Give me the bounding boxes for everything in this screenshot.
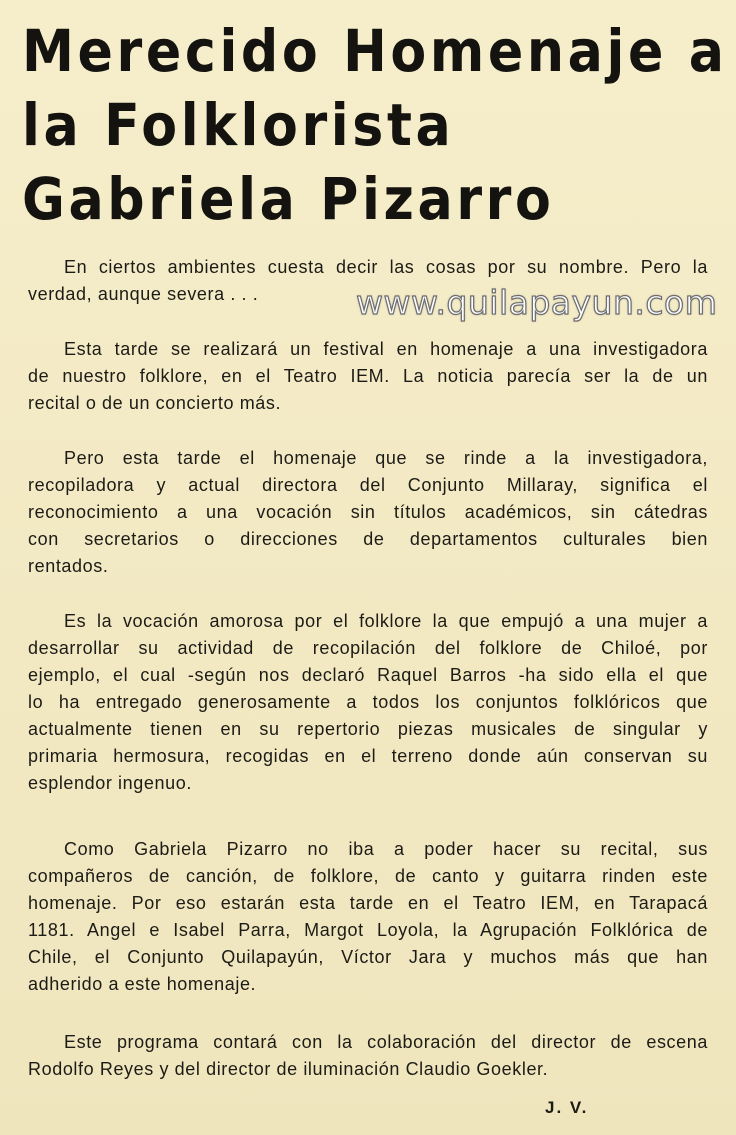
article-paragraph-4 [28,608,708,797]
text-line: lo ha entregado generosamente a todos los conjuntos folklóricos que [28,692,708,712]
text-line: Chile, el Conjunto Quilapayún, Víctor Jara y muchos más que han [28,947,708,967]
text-line: esplendor ingenuo. [28,773,192,793]
text-line: En ciertos ambientes cuesta decir las cosas por su nombre. Pero la [64,257,708,277]
author-signature: J. V. [545,1098,589,1117]
article-paragraph-2 [28,336,708,417]
text-line: adherido a este homenaje. [28,974,257,994]
text-line: desarrollar su actividad de recopilación del folklore de Chiloé, por [28,638,708,658]
text-line: recital o de un concierto más. [28,393,282,413]
headline-line: Gabriela Pizarro [22,165,555,233]
article-paragraph-6 [28,1029,708,1083]
text-line: actualmente tienen en su repertorio piezas musicales de singular y [28,719,708,739]
text-line: 1181. Angel e Isabel Parra, Margot Loyola, la Agrupación Folklórica de [28,920,708,940]
article-headline [22,14,728,236]
text-line: recopiladora y actual directora del Conjunto Millaray, significa el [28,475,708,495]
text-line: con secretarios o direcciones de departamentos culturales bien [28,529,708,549]
text-line: Rodolfo Reyes y del director de iluminación Claudio Goekler. [28,1059,549,1079]
website-watermark: www.quilapayun.com [356,283,718,322]
text-line: Es la vocación amorosa por el folklore la que empujó a una mujer a [64,611,708,631]
headline-line: la Folklorista [22,91,455,159]
text-line: Pero esta tarde el homenaje que se rinde a la investigadora, [64,448,708,468]
article-paragraph-3 [28,445,708,580]
article-paragraph-5 [28,836,708,998]
headline-line: Merecido Homenaje a [22,17,728,85]
text-line: reconocimiento a una vocación sin títulos académicos, sin cátedras [28,502,708,522]
text-line: verdad, aunque severa . . . [28,284,259,304]
text-line: homenaje. Por eso estarán esta tarde en el Teatro IEM, en Tarapacá [28,893,708,913]
text-line: de nuestro folklore, en el Teatro IEM. La noticia parecía ser la de un [28,366,708,386]
text-line: compañeros de canción, de folklore, de canto y guitarra rinden este [28,866,708,886]
text-line: primaria hermosura, recogidas en el terreno donde aún conservan su [28,746,708,766]
text-line: Como Gabriela Pizarro no iba a poder hacer su recital, sus [64,839,708,859]
text-line: ejemplo, el cual -según nos declaró Raquel Barros -ha sido ella el que [28,665,708,685]
text-line: rentados. [28,556,109,576]
text-line: Este programa contará con la colaboración del director de escena [64,1032,708,1052]
text-line: Esta tarde se realizará un festival en homenaje a una investigadora [64,339,708,359]
